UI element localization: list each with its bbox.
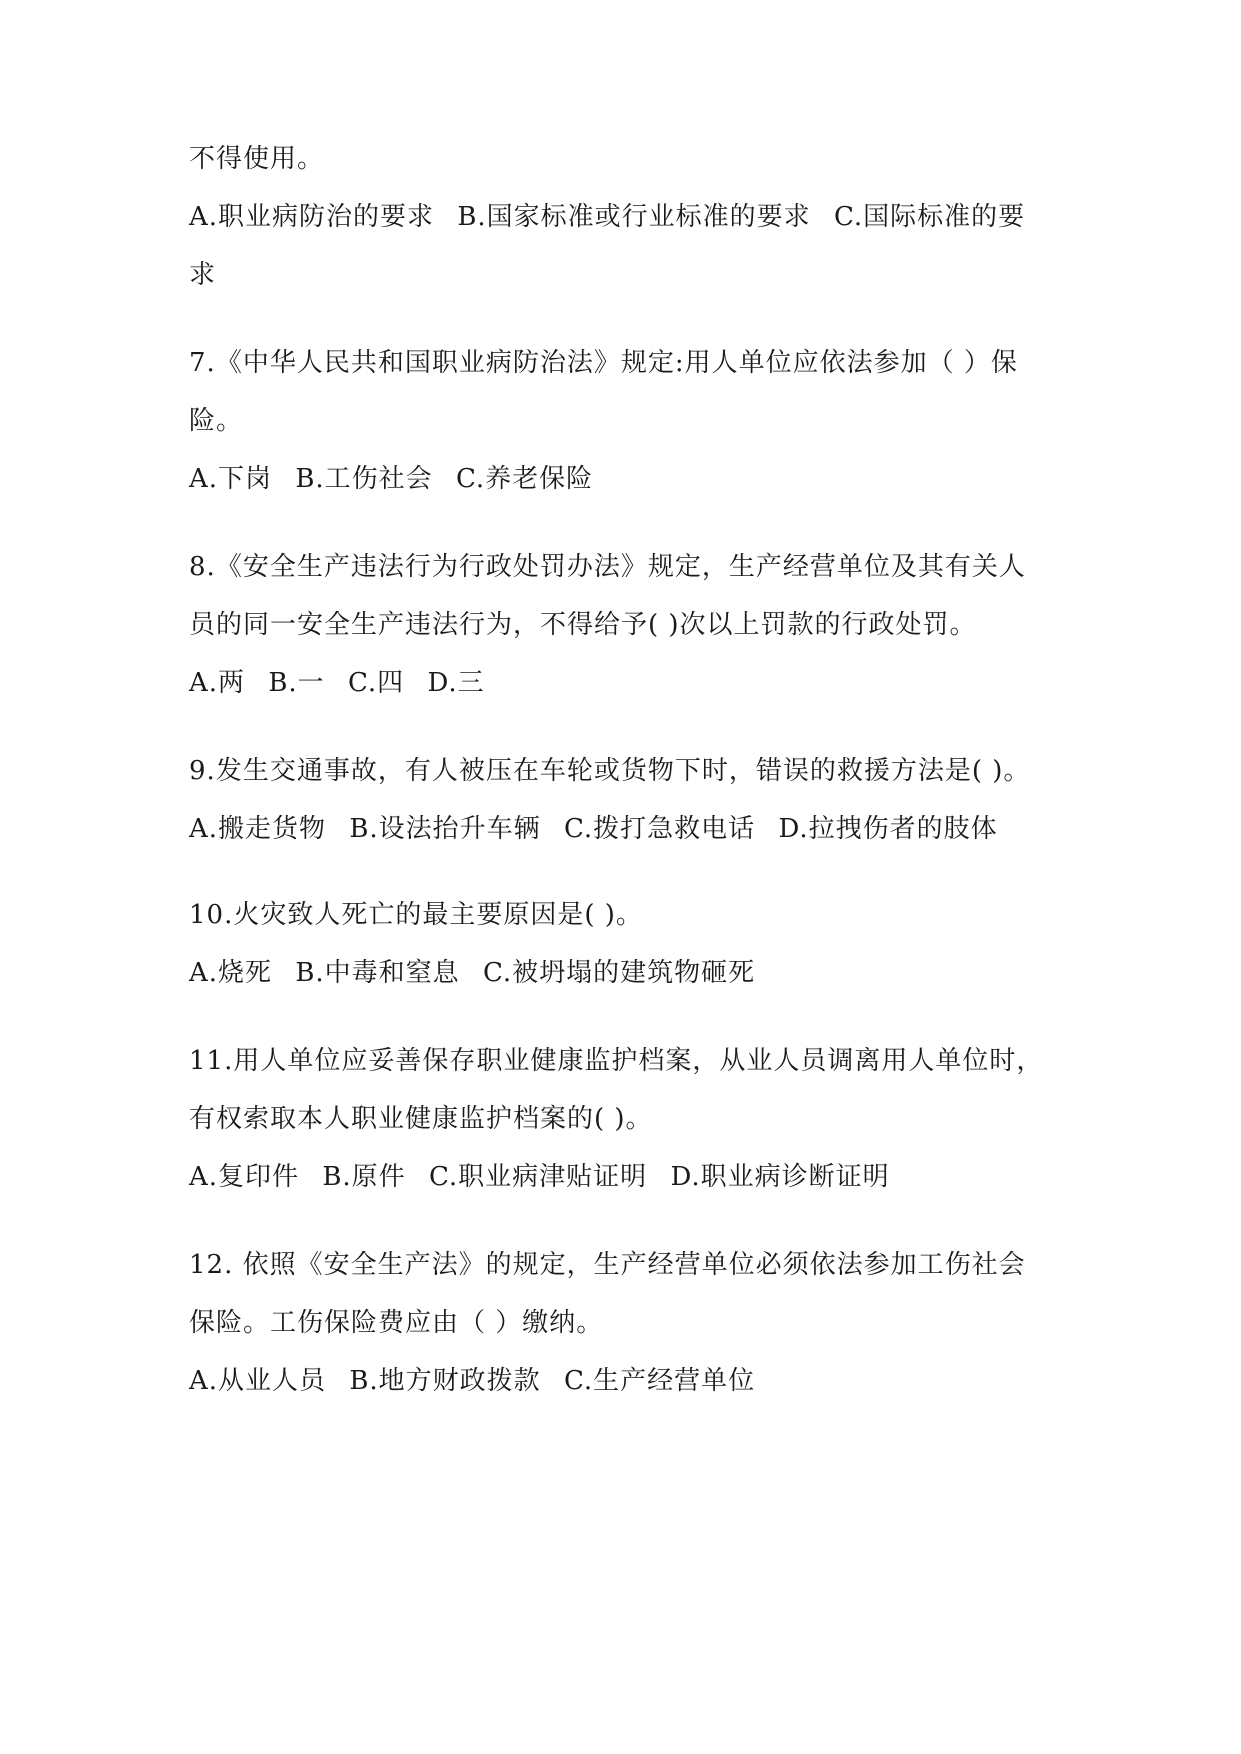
option-b: B.原件 bbox=[322, 1162, 406, 1192]
option-c: C.生产经营单位 bbox=[563, 1366, 756, 1396]
option-d: D.职业病诊断证明 bbox=[670, 1162, 890, 1192]
option-a: A.从业人员 bbox=[189, 1366, 327, 1396]
option-a: A.两 bbox=[189, 668, 246, 698]
question-9-options bbox=[189, 812, 1069, 846]
option-c: C.职业病津贴证明 bbox=[428, 1162, 648, 1192]
question-8-line-1 bbox=[189, 550, 1069, 584]
question-12-line-1 bbox=[189, 1248, 1069, 1282]
option-b: B.一 bbox=[268, 668, 325, 698]
question-11-line-1 bbox=[189, 1044, 1069, 1078]
question-6-text-line bbox=[189, 142, 1069, 176]
question-text: 保险。工伤保险费应由（ ）缴纳。 bbox=[189, 1308, 604, 1338]
question-8-line-2 bbox=[189, 608, 1069, 642]
option-b: B.国家标准或行业标准的要求 bbox=[457, 202, 811, 232]
option-d: D.三 bbox=[427, 668, 485, 698]
question-6-line: 不得使用。 bbox=[189, 144, 325, 174]
question-7-line-2 bbox=[189, 404, 1069, 438]
question-text: 险。 bbox=[189, 406, 244, 436]
question-text: 用人单位应妥善保存职业健康监护档案，从业人员调离用人单位时， bbox=[233, 1046, 1044, 1076]
question-number: 9. bbox=[189, 756, 216, 786]
option-b: B.设法抬升车辆 bbox=[349, 814, 541, 844]
question-number: 8. bbox=[189, 552, 216, 582]
question-9-line-1 bbox=[189, 754, 1069, 788]
question-6-options bbox=[189, 200, 1069, 234]
option-b: B.工伤社会 bbox=[295, 464, 433, 494]
option-a: A.搬走货物 bbox=[189, 814, 327, 844]
option-a: A.复印件 bbox=[189, 1162, 300, 1192]
question-text: 《中华人民共和国职业病防治法》规定:用人单位应依法参加（ ）保 bbox=[215, 348, 1018, 378]
question-10-options bbox=[189, 956, 1069, 990]
option-c-continued: 求 bbox=[189, 260, 217, 290]
option-c: C.养老保险 bbox=[455, 464, 594, 494]
question-number: 10. bbox=[189, 900, 234, 930]
option-a: A.职业病防治的要求 bbox=[189, 202, 435, 232]
question-text: 员的同一安全生产违法行为，不得给予( )次以上罚款的行政处罚。 bbox=[189, 610, 977, 640]
question-7-options bbox=[189, 462, 1069, 496]
option-a: A.烧死 bbox=[189, 958, 273, 988]
question-11-options bbox=[189, 1160, 1069, 1194]
question-6-options-cont bbox=[189, 258, 1069, 292]
option-d: D.拉拽伤者的肢体 bbox=[778, 814, 998, 844]
question-text: 依照《安全生产法》的规定，生产经营单位必须依法参加工伤社会 bbox=[233, 1250, 1026, 1280]
option-b: B.地方财政拨款 bbox=[349, 1366, 541, 1396]
question-11-line-2 bbox=[189, 1102, 1069, 1136]
question-7-line-1 bbox=[189, 346, 1069, 380]
question-text: 有权索取本人职业健康监护档案的( )。 bbox=[189, 1104, 653, 1134]
option-c: C.四 bbox=[347, 668, 405, 698]
question-number: 12. bbox=[189, 1250, 234, 1280]
option-a: A.下岗 bbox=[189, 464, 273, 494]
question-12-options bbox=[189, 1364, 1069, 1398]
question-number: 11. bbox=[189, 1046, 234, 1076]
option-c: C.国际标准的要 bbox=[833, 202, 1026, 232]
question-12-line-2 bbox=[189, 1306, 1069, 1340]
question-number: 7. bbox=[189, 348, 216, 378]
question-text: 火灾致人死亡的最主要原因是( )。 bbox=[233, 900, 643, 930]
question-10-line-1 bbox=[189, 898, 1069, 932]
question-text: 发生交通事故，有人被压在车轮或货物下时，错误的救援方法是( )。 bbox=[215, 756, 1031, 786]
option-c: C.拨打急救电话 bbox=[563, 814, 756, 844]
question-text: 《安全生产违法行为行政处罚办法》规定，生产经营单位及其有关人 bbox=[215, 552, 1026, 582]
question-8-options bbox=[189, 666, 1069, 700]
option-c: C.被坍塌的建筑物砸死 bbox=[482, 958, 756, 988]
option-b: B.中毒和窒息 bbox=[295, 958, 460, 988]
